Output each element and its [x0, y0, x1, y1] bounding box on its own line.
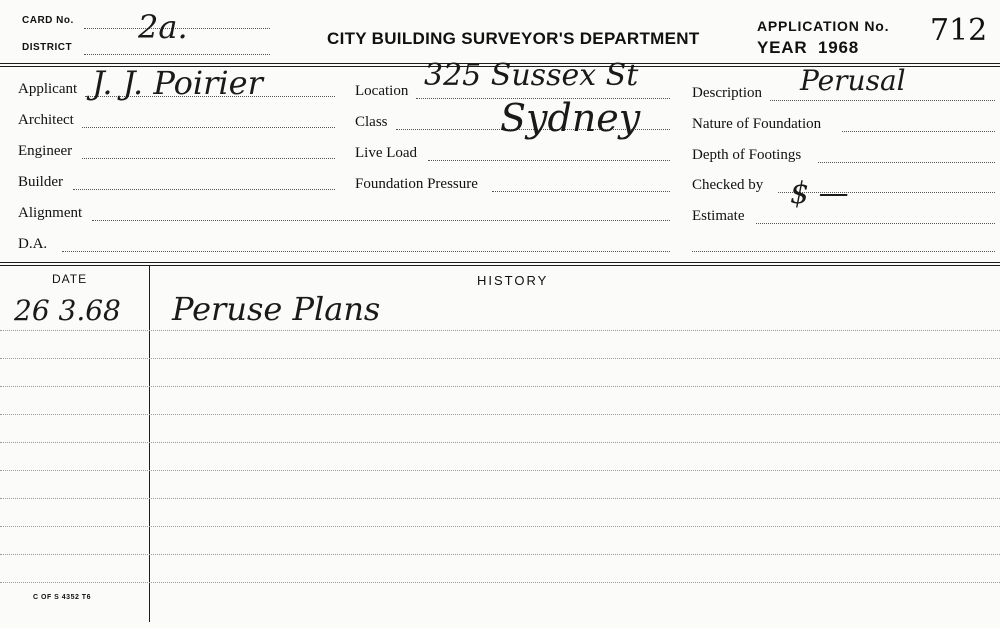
district-label: DISTRICT	[22, 42, 73, 53]
history-row-line	[0, 470, 1000, 471]
right-extra-line	[692, 251, 995, 252]
estimate-value: $ —	[790, 176, 849, 211]
estimate-label: Estimate	[692, 208, 745, 224]
location-label: Location	[355, 83, 409, 99]
location-value-line2: Sydney	[500, 96, 641, 140]
card-no-value: 2a.	[138, 8, 188, 46]
district-line	[84, 54, 270, 55]
da-line	[62, 251, 670, 252]
applicant-value: J. J. Poirier	[92, 64, 263, 102]
form-code: C OF S 4352 T6	[33, 594, 91, 601]
year-label: YEAR	[757, 38, 808, 57]
history-entry-date: 26 3.68	[14, 294, 121, 327]
application-no-value: 712	[930, 13, 988, 48]
application-no-label: APPLICATION No.	[757, 18, 890, 34]
da-label: D.A.	[18, 236, 48, 252]
description-line	[770, 100, 995, 101]
description-value: Perusal	[800, 64, 906, 97]
date-history-divider	[149, 266, 150, 622]
history-row-line	[0, 414, 1000, 415]
history-row-line	[0, 582, 1000, 583]
history-rule-top	[0, 262, 1000, 263]
nature-of-foundation-line	[842, 131, 995, 132]
class-label: Class	[355, 114, 388, 130]
history-row-line	[0, 386, 1000, 387]
estimate-line	[756, 223, 995, 224]
year-value: 1968	[818, 38, 860, 57]
date-column-header: DATE	[52, 272, 88, 286]
history-row-line	[0, 330, 1000, 331]
checked-by-label: Checked by	[692, 177, 764, 193]
alignment-line	[92, 220, 670, 221]
engineer-label: Engineer	[18, 143, 73, 159]
builder-line	[73, 189, 335, 190]
card-no-label: CARD No.	[22, 15, 74, 26]
history-row-line	[0, 498, 1000, 499]
history-row-line	[0, 442, 1000, 443]
history-row-line	[0, 554, 1000, 555]
history-row-line	[0, 526, 1000, 527]
history-entry-text: Peruse Plans	[172, 290, 381, 328]
depth-of-footings-label: Depth of Footings	[692, 147, 802, 163]
live-load-label: Live Load	[355, 145, 418, 161]
alignment-label: Alignment	[18, 205, 83, 221]
history-row-line	[0, 358, 1000, 359]
history-rule-bottom	[0, 265, 1000, 266]
depth-of-footings-line	[818, 162, 995, 163]
description-label: Description	[692, 85, 762, 101]
foundation-pressure-label: Foundation Pressure	[355, 176, 478, 192]
live-load-line	[428, 160, 670, 161]
history-column-header: HISTORY	[477, 273, 549, 288]
architect-label: Architect	[18, 112, 74, 128]
location-value-line1: 325 Sussex St	[424, 58, 639, 93]
applicant-label: Applicant	[18, 81, 78, 97]
builder-label: Builder	[18, 174, 63, 190]
nature-of-foundation-label: Nature of Foundation	[692, 116, 822, 132]
department-title: CITY BUILDING SURVEYOR'S DEPARTMENT	[327, 29, 700, 48]
engineer-line	[82, 158, 335, 159]
foundation-pressure-line	[492, 191, 670, 192]
architect-line	[82, 127, 335, 128]
